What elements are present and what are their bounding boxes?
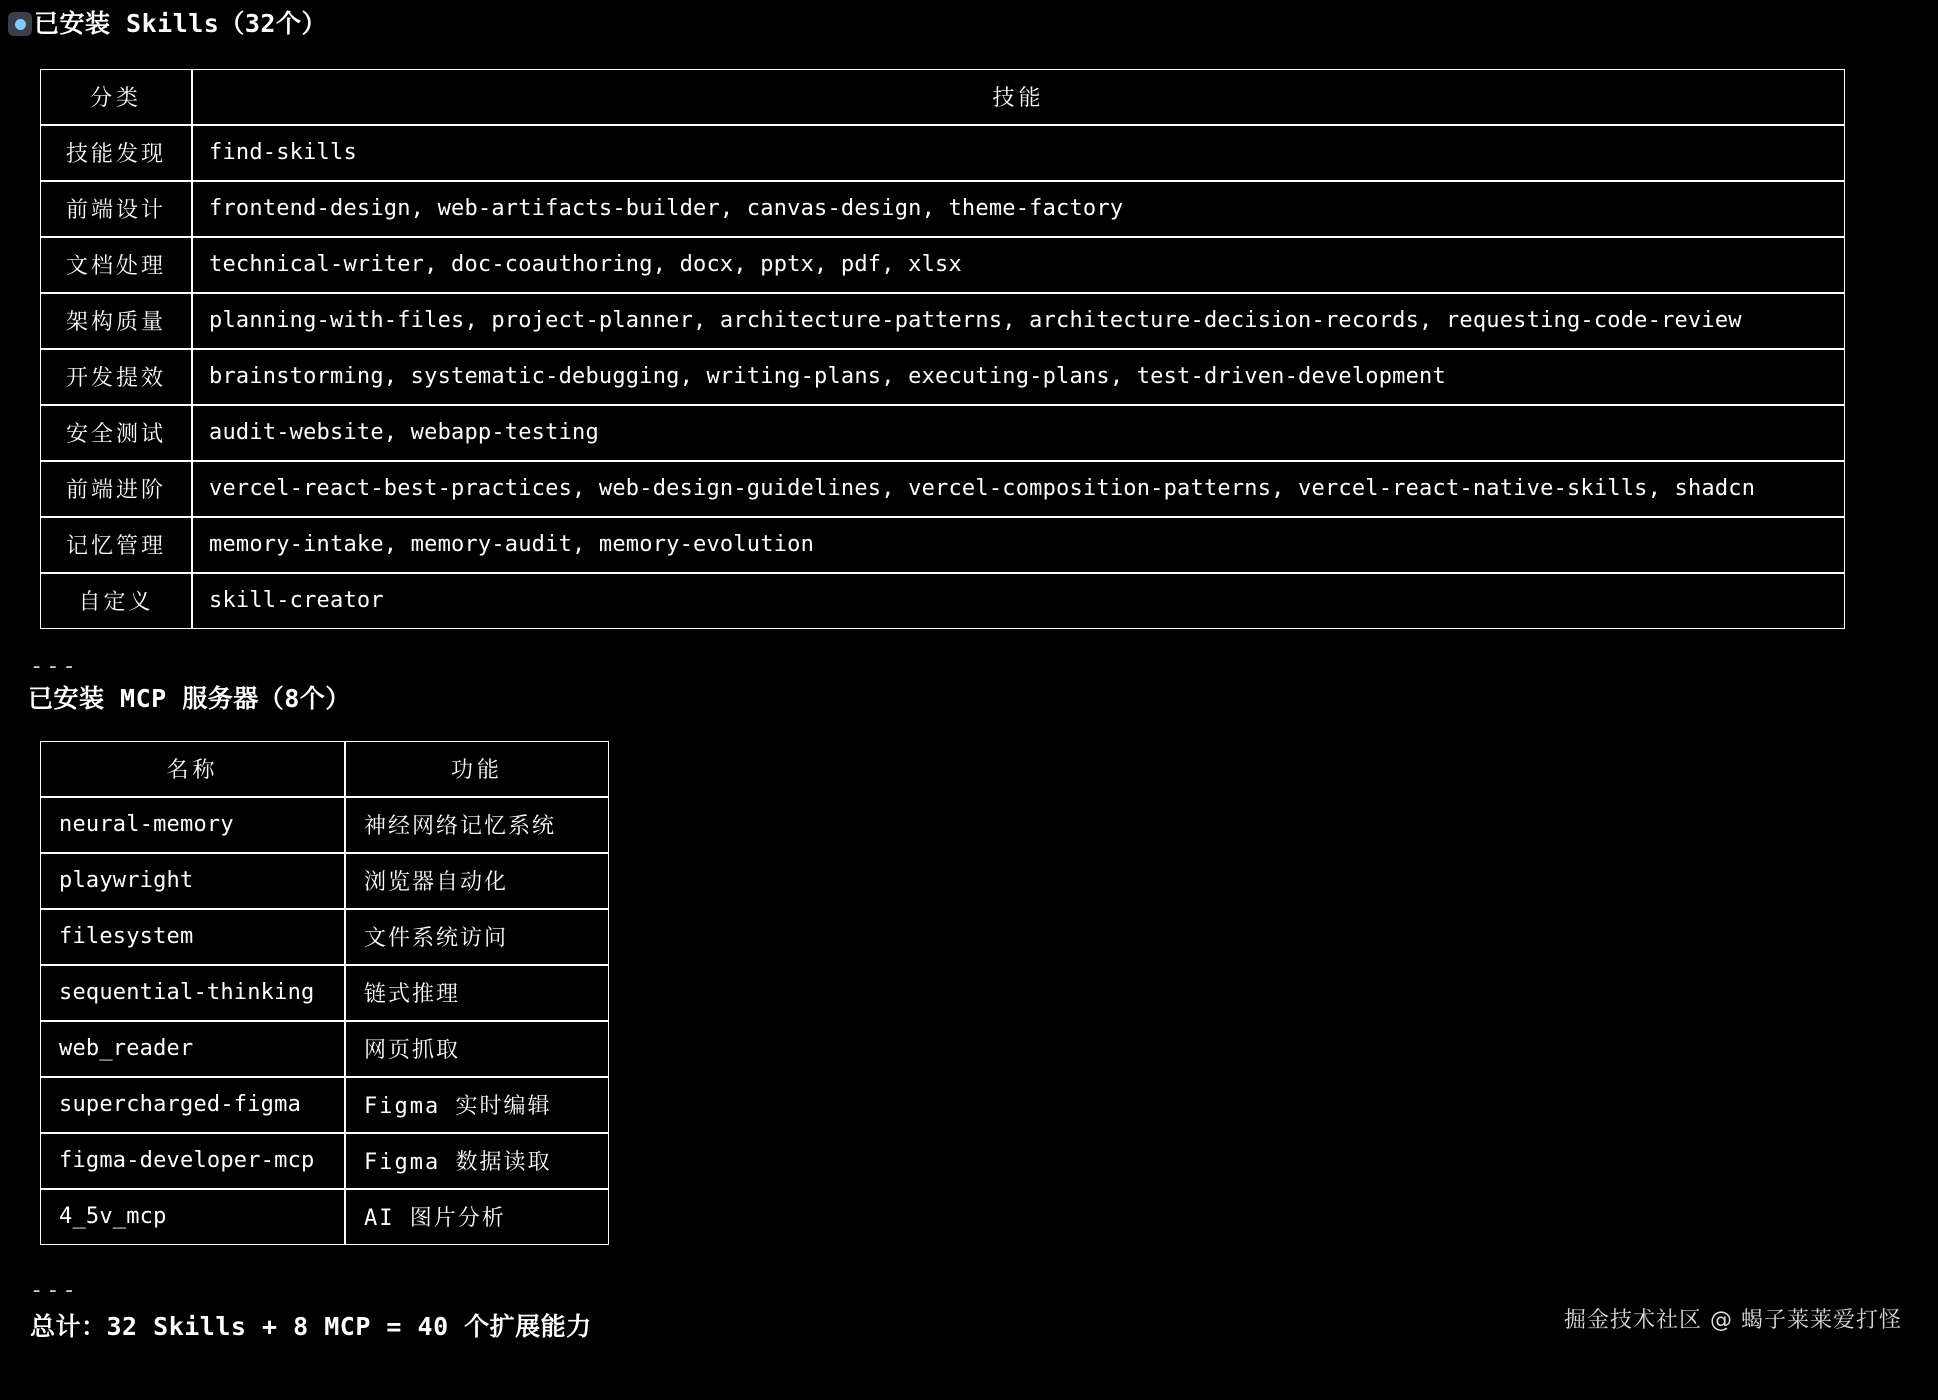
- cell-mcp-name: sequential-thinking: [40, 965, 345, 1021]
- cell-category: 开发提效: [40, 349, 192, 405]
- cell-mcp-function: Figma 实时编辑: [345, 1077, 609, 1133]
- cell-skills: skill-creator: [192, 573, 1845, 629]
- skills-heading-row: [0, 0, 1938, 41]
- table-row: [40, 237, 1845, 293]
- table-row: [40, 1133, 609, 1189]
- cell-mcp-name: playwright: [40, 853, 345, 909]
- cell-mcp-name: web_reader: [40, 1021, 345, 1077]
- table-header-row: [40, 741, 609, 797]
- cell-skills: frontend-design, web-artifacts-builder, canvas-design, theme-factory: [192, 181, 1845, 237]
- skills-heading: 已安装 Skills（32个）: [34, 9, 327, 38]
- cell-mcp-name: figma-developer-mcp: [40, 1133, 345, 1189]
- installed-mcp-table: [40, 741, 609, 1245]
- table-header-row: [40, 69, 1845, 125]
- cell-skills: audit-website, webapp-testing: [192, 405, 1845, 461]
- radio-selected-icon: [8, 12, 32, 36]
- table-row: [40, 349, 1845, 405]
- cell-skills: vercel-react-best-practices, web-design-guidelines, vercel-composition-patterns, vercel-react-native-skills, shadcn: [192, 461, 1845, 517]
- footer: [0, 1279, 1938, 1369]
- divider-1: ---: [30, 653, 79, 679]
- cell-category: 安全测试: [40, 405, 192, 461]
- cell-skills: brainstorming, systematic-debugging, writing-plans, executing-plans, test-driven-development: [192, 349, 1845, 405]
- table-row: [40, 181, 1845, 237]
- table-row: [40, 909, 609, 965]
- cell-category: 自定义: [40, 573, 192, 629]
- table-row: [40, 517, 1845, 573]
- cell-category: 前端进阶: [40, 461, 192, 517]
- table-row: [40, 125, 1845, 181]
- cell-mcp-function: 浏览器自动化: [345, 853, 609, 909]
- table-row: [40, 797, 609, 853]
- cell-category: 记忆管理: [40, 517, 192, 573]
- cell-category: 技能发现: [40, 125, 192, 181]
- total-summary: 总计：32 Skills + 8 MCP = 40 个扩展能力: [30, 1311, 592, 1341]
- cell-skills: technical-writer, doc-coauthoring, docx, pptx, pdf, xlsx: [192, 237, 1845, 293]
- divider-2: ---: [30, 1277, 79, 1303]
- cell-category: 架构质量: [40, 293, 192, 349]
- cell-skills: planning-with-files, project-planner, architecture-patterns, architecture-decision-records, requesting-code-review: [192, 293, 1845, 349]
- installed-skills-table: [40, 69, 1845, 629]
- column-header-name: 名称: [40, 741, 345, 797]
- cell-skills: memory-intake, memory-audit, memory-evolution: [192, 517, 1845, 573]
- cell-mcp-function: 链式推理: [345, 965, 609, 1021]
- table-row: [40, 405, 1845, 461]
- mcp-heading: 已安装 MCP 服务器（8个）: [28, 683, 351, 713]
- credit-attribution: 掘金技术社区 @ 蝎子莱莱爱打怪: [1564, 1307, 1902, 1333]
- column-header-function: 功能: [345, 741, 609, 797]
- cell-category: 前端设计: [40, 181, 192, 237]
- cell-mcp-function: 文件系统访问: [345, 909, 609, 965]
- column-header-skills: 技能: [192, 69, 1845, 125]
- column-header-category: 分类: [40, 69, 192, 125]
- cell-mcp-name: filesystem: [40, 909, 345, 965]
- table-row: [40, 853, 609, 909]
- cell-category: 文档处理: [40, 237, 192, 293]
- cell-mcp-name: supercharged-figma: [40, 1077, 345, 1133]
- cell-mcp-name: neural-memory: [40, 797, 345, 853]
- table-row: [40, 293, 1845, 349]
- cell-mcp-function: 网页抓取: [345, 1021, 609, 1077]
- table-row: [40, 1021, 609, 1077]
- table-row: [40, 1189, 609, 1245]
- table-row: [40, 1077, 609, 1133]
- table-row: [40, 965, 609, 1021]
- cell-mcp-function: Figma 数据读取: [345, 1133, 609, 1189]
- cell-mcp-name: 4_5v_mcp: [40, 1189, 345, 1245]
- cell-mcp-function: AI 图片分析: [345, 1189, 609, 1245]
- table-row: [40, 573, 1845, 629]
- cell-skills: find-skills: [192, 125, 1845, 181]
- table-row: [40, 461, 1845, 517]
- cell-mcp-function: 神经网络记忆系统: [345, 797, 609, 853]
